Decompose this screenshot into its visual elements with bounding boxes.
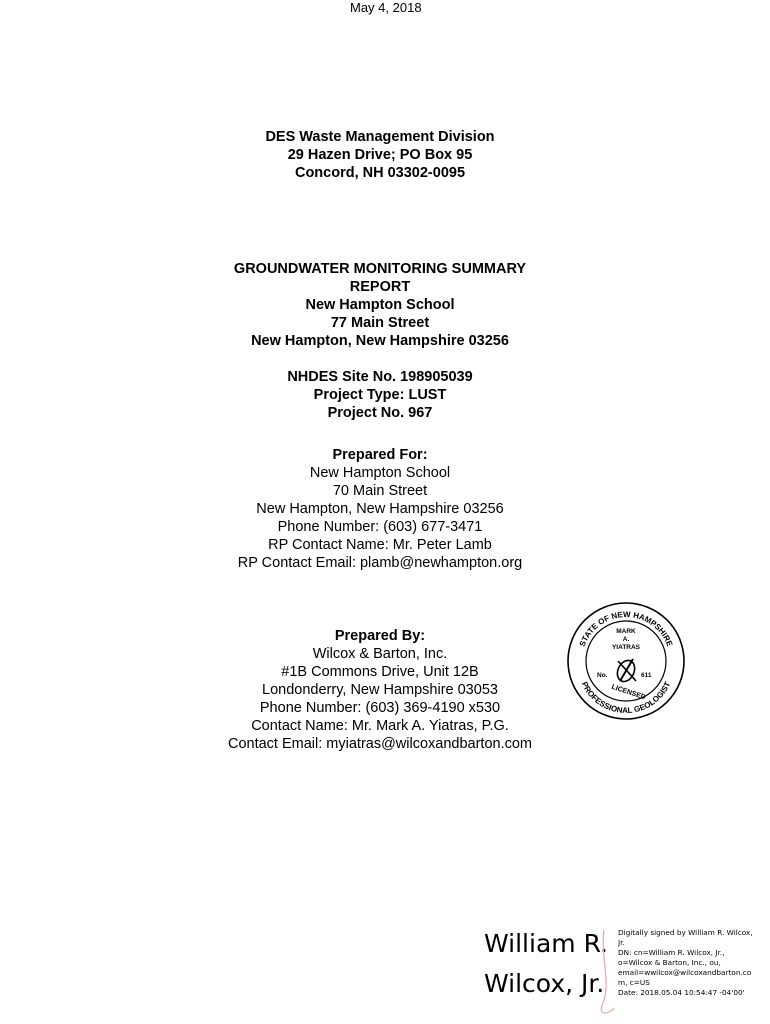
site-number: NHDES Site No. 198905039	[287, 369, 473, 385]
report-city: New Hampton, New Hampshire 03256	[251, 333, 509, 349]
signature-detail-line: m, c=US	[618, 978, 650, 987]
seal-license-number: 611	[641, 672, 652, 679]
digital-signature-details	[618, 928, 758, 998]
seal-bottom-text: PROFESSIONAL GEOLOGIST	[579, 680, 673, 716]
professional-geologist-seal	[566, 601, 686, 721]
prepared-for-street: 70 Main Street	[332, 483, 428, 499]
report-site-name: New Hampton School	[305, 297, 455, 313]
seal-licensed-text: LICENSED	[610, 683, 647, 702]
signature-detail-line: Date: 2018.05.04 10:54:47 -04'00'	[618, 988, 745, 997]
prepared-for-name: New Hampton School	[309, 465, 451, 481]
agency-city: Concord, NH 03302-0095	[294, 165, 466, 181]
signature-detail-line: Jr.	[618, 938, 625, 947]
signature-detail-line: Digitally signed by William R. Wilcox,	[618, 928, 753, 937]
prepared-by-heading: Prepared By:	[334, 628, 426, 644]
report-title-line2: REPORT	[349, 279, 411, 295]
report-title-line1: GROUNDWATER MONITORING SUMMARY	[233, 261, 527, 277]
report-date: May 4, 2018	[350, 0, 422, 15]
prepared-for-contact: RP Contact Name: Mr. Peter Lamb	[268, 537, 492, 553]
prepared-by-contact: Contact Name: Mr. Mark A. Yiatras, P.G.	[251, 718, 509, 734]
prepared-for-heading: Prepared For:	[332, 447, 428, 463]
signature-flourish-icon	[590, 928, 620, 1018]
signature-detail-line: DN: cn=William R. Wilcox, Jr.,	[618, 948, 725, 957]
seal-top-text: STATE OF NEW HAMPSHIRE	[577, 609, 675, 648]
project-number: Project No. 967	[327, 405, 433, 421]
seal-name-line2: A.	[622, 636, 630, 643]
agency-street: 29 Hazen Drive; PO Box 95	[287, 147, 473, 163]
prepared-for-city: New Hampton, New Hampshire 03256	[256, 501, 504, 517]
prepared-by-phone: Phone Number: (603) 369-4190 x530	[259, 700, 501, 716]
prepared-for-email: RP Contact Email: plamb@newhampton.org	[237, 555, 523, 571]
prepared-by-city: Londonderry, New Hampshire 03053	[262, 682, 498, 698]
seal-name-line3: YIATRAS	[611, 644, 641, 651]
seal-no-label: No.	[597, 672, 608, 679]
prepared-by-street: #1B Commons Drive, Unit 12B	[281, 664, 479, 680]
signature-name-line2: Wilcox, Jr.	[484, 969, 605, 998]
agency-name: DES Waste Management Division	[265, 129, 495, 145]
prepared-by-name: Wilcox & Barton, Inc.	[312, 646, 448, 662]
report-title-block	[0, 260, 765, 350]
prepared-for-phone: Phone Number: (603) 677-3471	[277, 519, 483, 535]
site-info-block	[0, 368, 765, 422]
prepared-by-email: Contact Email: myiatras@wilcoxandbarton.com	[227, 736, 533, 752]
rock-hammer-icon	[614, 658, 638, 685]
project-type: Project Type: LUST	[313, 387, 447, 403]
signature-detail-line: email=wwilcox@wilcoxandbarton.co	[618, 968, 752, 977]
prepared-for-block	[0, 446, 765, 572]
seal-name-line1: MARK	[616, 628, 636, 635]
report-street: 77 Main Street	[330, 315, 430, 331]
signature-detail-line: o=Wilcox & Barton, Inc., ou,	[618, 958, 721, 967]
signature-name-line1: William R.	[484, 929, 608, 958]
agency-address-block	[0, 128, 765, 182]
